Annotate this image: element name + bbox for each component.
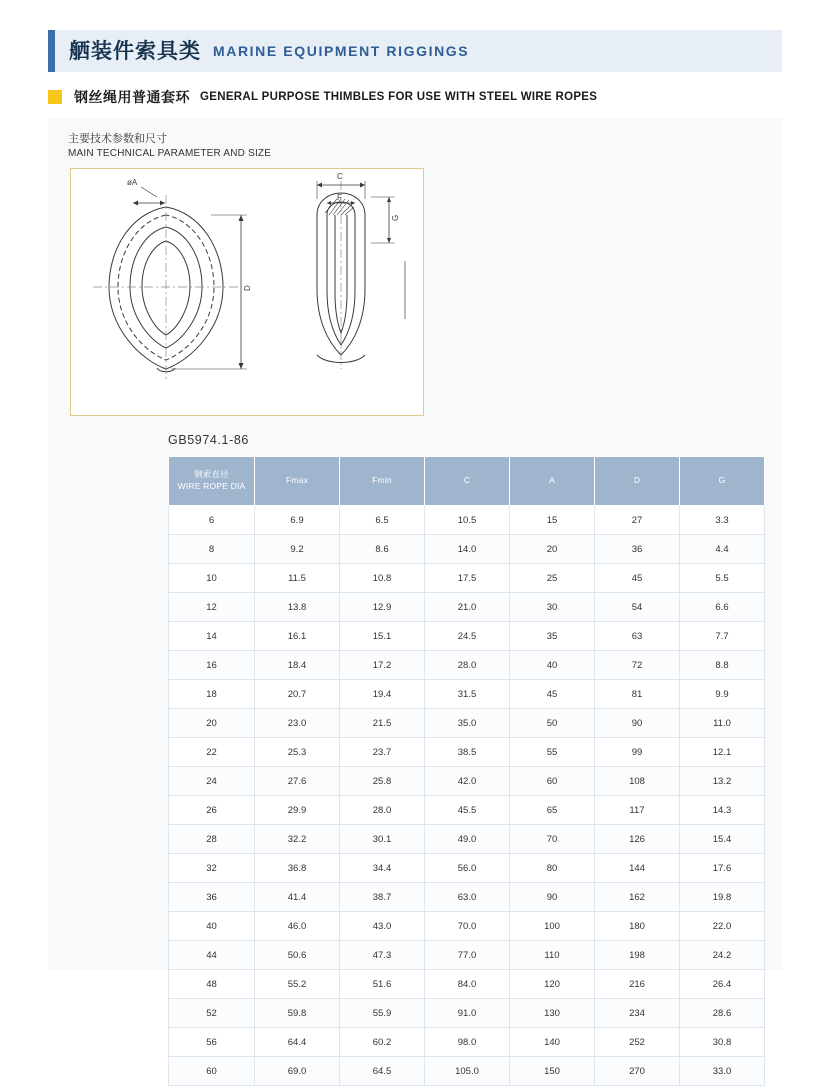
- table-cell: 80: [510, 854, 595, 883]
- table-cell: 117: [595, 796, 680, 825]
- parameters-label-cn: 主要技术参数和尺寸: [68, 132, 167, 145]
- table-cell: 15.1: [340, 622, 425, 651]
- table-cell: 42.0: [425, 767, 510, 796]
- table-cell: 4.4: [680, 535, 765, 564]
- table-cell: 8: [169, 535, 255, 564]
- header-en: WIRE ROPE DIA: [177, 481, 246, 491]
- page-header: [48, 30, 782, 72]
- table-cell: 51.6: [340, 970, 425, 999]
- table-cell: 56: [169, 1028, 255, 1057]
- table-row: [169, 912, 765, 941]
- table-cell: 81: [595, 680, 680, 709]
- table-cell: 15: [510, 506, 595, 535]
- header-en: Fmax: [285, 475, 309, 486]
- table-cell: 17.5: [425, 564, 510, 593]
- table-cell: 270: [595, 1057, 680, 1086]
- table-cell: 10.8: [340, 564, 425, 593]
- table-cell: 30.1: [340, 825, 425, 854]
- table-cell: 9.2: [255, 535, 340, 564]
- table-cell: 90: [595, 709, 680, 738]
- table-cell: 69.0: [255, 1057, 340, 1086]
- table-row: [169, 1028, 765, 1057]
- table-cell: 150: [510, 1057, 595, 1086]
- table-cell: 30: [510, 593, 595, 622]
- table-cell: 27.6: [255, 767, 340, 796]
- table-cell: 36.8: [255, 854, 340, 883]
- table-cell: 23.0: [255, 709, 340, 738]
- table-row: [169, 535, 765, 564]
- parameters-label-en: MAIN TECHNICAL PARAMETER AND SIZE: [68, 148, 272, 159]
- table-row: [169, 1057, 765, 1086]
- table-row: [169, 738, 765, 767]
- table-cell: 144: [595, 854, 680, 883]
- table-cell: 35: [510, 622, 595, 651]
- table-cell: 60: [510, 767, 595, 796]
- table-cell: 13.8: [255, 593, 340, 622]
- table-cell: 28.6: [680, 999, 765, 1028]
- table-cell: 15.4: [680, 825, 765, 854]
- table-row: [169, 999, 765, 1028]
- table-cell: 20: [510, 535, 595, 564]
- table-cell: 25: [510, 564, 595, 593]
- table-header-row: [169, 457, 765, 506]
- table-row: [169, 883, 765, 912]
- table-row: [169, 622, 765, 651]
- drawing-label-c: C: [337, 172, 343, 181]
- table-cell: 14: [169, 622, 255, 651]
- table-cell: 64.5: [340, 1057, 425, 1086]
- table-cell: 16: [169, 651, 255, 680]
- subtitle-title-cn: 钢丝绳用普通套环: [74, 90, 190, 106]
- table-cell: 18.4: [255, 651, 340, 680]
- table-row: [169, 680, 765, 709]
- table-cell: 55: [510, 738, 595, 767]
- table-cell: 99: [595, 738, 680, 767]
- table-cell: 50: [510, 709, 595, 738]
- table-cell: 31.5: [425, 680, 510, 709]
- table-cell: 45.5: [425, 796, 510, 825]
- specification-table: [168, 456, 765, 1086]
- table-cell: 8.6: [340, 535, 425, 564]
- header-cn: 钢索直径: [194, 469, 229, 480]
- table-cell: 21.0: [425, 593, 510, 622]
- table-cell: 24.5: [425, 622, 510, 651]
- table-cell: 36: [595, 535, 680, 564]
- table-cell: 60.2: [340, 1028, 425, 1057]
- table-header-cell: [340, 457, 425, 506]
- table-cell: 40: [510, 651, 595, 680]
- table-cell: 23.7: [340, 738, 425, 767]
- table-cell: 13.2: [680, 767, 765, 796]
- table-cell: 41.4: [255, 883, 340, 912]
- table-cell: 55.2: [255, 970, 340, 999]
- header-en: D: [633, 475, 641, 486]
- table-cell: 9.9: [680, 680, 765, 709]
- table-cell: 7.7: [680, 622, 765, 651]
- table-cell: 36: [169, 883, 255, 912]
- header-en: A: [549, 475, 555, 486]
- table-cell: 180: [595, 912, 680, 941]
- table-cell: 49.0: [425, 825, 510, 854]
- table-cell: 14.3: [680, 796, 765, 825]
- table-row: [169, 825, 765, 854]
- table-cell: 45: [510, 680, 595, 709]
- table-cell: 70: [510, 825, 595, 854]
- table-cell: 17.2: [340, 651, 425, 680]
- table-row: [169, 854, 765, 883]
- table-cell: 126: [595, 825, 680, 854]
- table-cell: 63.0: [425, 883, 510, 912]
- table-cell: 48: [169, 970, 255, 999]
- table-row: [169, 564, 765, 593]
- table-cell: 52: [169, 999, 255, 1028]
- table-cell: 32: [169, 854, 255, 883]
- table-cell: 8.8: [680, 651, 765, 680]
- drawing-label-d: D: [243, 285, 252, 291]
- table-cell: 19.8: [680, 883, 765, 912]
- table-cell: 54: [595, 593, 680, 622]
- table-cell: 35.0: [425, 709, 510, 738]
- square-marker-icon: [48, 90, 62, 104]
- header-en: C: [463, 475, 471, 486]
- table-cell: 38.5: [425, 738, 510, 767]
- table-cell: 12.9: [340, 593, 425, 622]
- table-cell: 110: [510, 941, 595, 970]
- table-cell: 140: [510, 1028, 595, 1057]
- table-cell: 65: [510, 796, 595, 825]
- table-cell: 162: [595, 883, 680, 912]
- table-cell: 46.0: [255, 912, 340, 941]
- table-cell: 26.4: [680, 970, 765, 999]
- table-cell: 33.0: [680, 1057, 765, 1086]
- table-cell: 38.7: [340, 883, 425, 912]
- header-en: G: [718, 475, 726, 486]
- table-cell: 216: [595, 970, 680, 999]
- table-cell: 6.6: [680, 593, 765, 622]
- drawing-label-g: G: [391, 214, 400, 221]
- table-row: [169, 709, 765, 738]
- table-cell: 18: [169, 680, 255, 709]
- header-title-en: MARINE EQUIPMENT RIGGINGS: [213, 43, 470, 59]
- table-cell: 20: [169, 709, 255, 738]
- table-cell: 120: [510, 970, 595, 999]
- table-header-cell: [425, 457, 510, 506]
- table-cell: 12: [169, 593, 255, 622]
- table-cell: 90: [510, 883, 595, 912]
- table-cell: 91.0: [425, 999, 510, 1028]
- table-cell: 5.5: [680, 564, 765, 593]
- table-body: [169, 506, 765, 1086]
- table-header-cell: [510, 457, 595, 506]
- table-header-cell: [595, 457, 680, 506]
- table-cell: 3.3: [680, 506, 765, 535]
- table-cell: 64.4: [255, 1028, 340, 1057]
- table-cell: 21.5: [340, 709, 425, 738]
- table-cell: 29.9: [255, 796, 340, 825]
- table-cell: 19.4: [340, 680, 425, 709]
- table-header-cell: [169, 457, 255, 506]
- table-header-cell: [680, 457, 765, 506]
- table-row: [169, 970, 765, 999]
- table-cell: 30.8: [680, 1028, 765, 1057]
- table-cell: 22: [169, 738, 255, 767]
- table-cell: 11.0: [680, 709, 765, 738]
- table-cell: 63: [595, 622, 680, 651]
- table-cell: 59.8: [255, 999, 340, 1028]
- table-cell: 6: [169, 506, 255, 535]
- table-cell: 22.0: [680, 912, 765, 941]
- table-cell: 25.3: [255, 738, 340, 767]
- table-cell: 20.7: [255, 680, 340, 709]
- standard-code: GB5974.1-86: [168, 433, 249, 447]
- table-cell: 27: [595, 506, 680, 535]
- table-cell: 32.2: [255, 825, 340, 854]
- table-cell: 234: [595, 999, 680, 1028]
- drawing-label-f: F: [337, 193, 342, 202]
- technical-drawing: [70, 168, 424, 416]
- table-cell: 25.8: [340, 767, 425, 796]
- table-cell: 43.0: [340, 912, 425, 941]
- content-panel: [48, 118, 782, 1077]
- table-cell: 11.5: [255, 564, 340, 593]
- table-cell: 72: [595, 651, 680, 680]
- table-cell: 100: [510, 912, 595, 941]
- table-cell: 17.6: [680, 854, 765, 883]
- table-row: [169, 941, 765, 970]
- table-cell: 26: [169, 796, 255, 825]
- table-cell: 10: [169, 564, 255, 593]
- table-cell: 47.3: [340, 941, 425, 970]
- table-cell: 84.0: [425, 970, 510, 999]
- table-cell: 98.0: [425, 1028, 510, 1057]
- table-cell: 198: [595, 941, 680, 970]
- table-cell: 50.6: [255, 941, 340, 970]
- table-cell: 252: [595, 1028, 680, 1057]
- table-cell: 14.0: [425, 535, 510, 564]
- table-cell: 24.2: [680, 941, 765, 970]
- header-en: Fmin: [372, 475, 392, 486]
- table-row: [169, 767, 765, 796]
- table-cell: 28: [169, 825, 255, 854]
- table-cell: 56.0: [425, 854, 510, 883]
- table-cell: 6.5: [340, 506, 425, 535]
- table-cell: 45: [595, 564, 680, 593]
- table-cell: 6.9: [255, 506, 340, 535]
- table-cell: 24: [169, 767, 255, 796]
- table-row: [169, 796, 765, 825]
- table-cell: 34.4: [340, 854, 425, 883]
- table-cell: 108: [595, 767, 680, 796]
- table-cell: 28.0: [425, 651, 510, 680]
- table-cell: 16.1: [255, 622, 340, 651]
- table-cell: 60: [169, 1057, 255, 1086]
- table-row: [169, 593, 765, 622]
- table-cell: 10.5: [425, 506, 510, 535]
- header-accent-bar: [48, 30, 55, 72]
- table-cell: 55.9: [340, 999, 425, 1028]
- section-subtitle: [48, 86, 788, 108]
- table-cell: 28.0: [340, 796, 425, 825]
- subtitle-title-en: GENERAL PURPOSE THIMBLES FOR USE WITH STEEL WIRE ROPES: [200, 91, 598, 103]
- table-header-cell: [255, 457, 340, 506]
- header-title-cn: 舾装件索具类: [69, 38, 201, 63]
- table-row: [169, 506, 765, 535]
- table-cell: 12.1: [680, 738, 765, 767]
- table-cell: 77.0: [425, 941, 510, 970]
- drawing-label-a: øA: [127, 178, 138, 187]
- table-cell: 130: [510, 999, 595, 1028]
- table-cell: 44: [169, 941, 255, 970]
- table-cell: 70.0: [425, 912, 510, 941]
- table-cell: 40: [169, 912, 255, 941]
- table-row: [169, 651, 765, 680]
- table-cell: 105.0: [425, 1057, 510, 1086]
